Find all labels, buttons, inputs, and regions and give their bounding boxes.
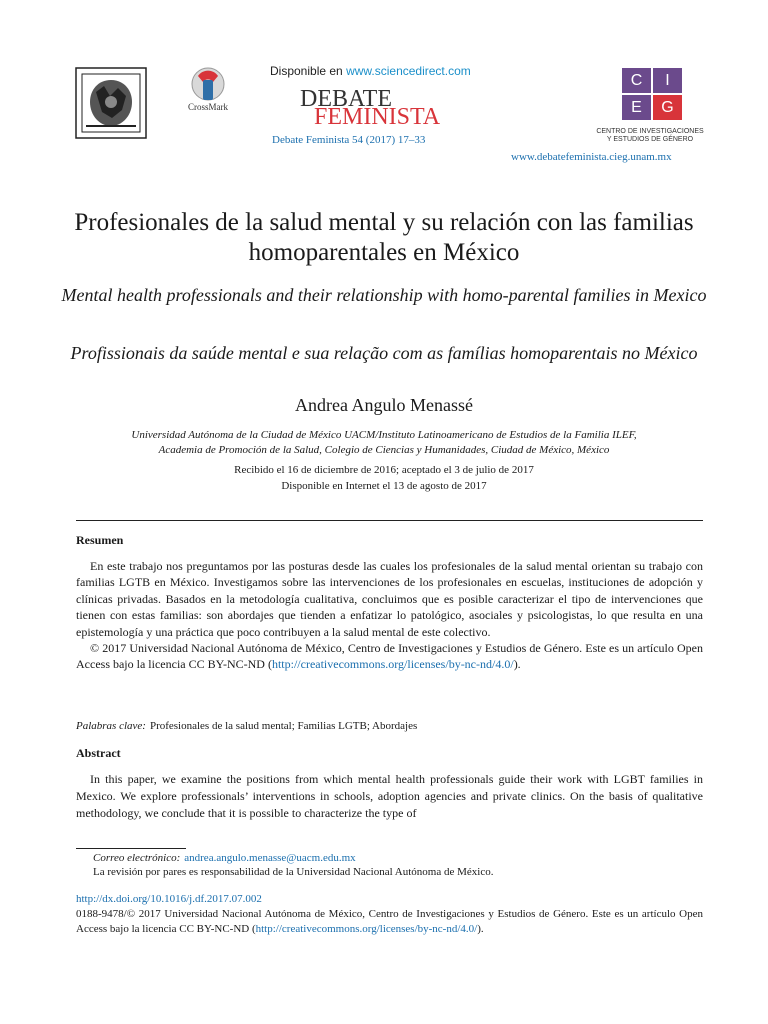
article-title-english: Mental health professionals and their relationship with homo-parental families in Mexico [61, 285, 707, 305]
cieg-logo [622, 68, 682, 120]
email-link[interactable]: andrea.angulo.menasse@uacm.edu.mx [184, 852, 356, 864]
debate-feminista-logo [300, 84, 450, 130]
article-dates [60, 462, 708, 494]
issn-license-link[interactable]: http://creativecommons.org/licenses/by-nc-nd/4.0/ [255, 923, 478, 935]
section-divider [76, 520, 703, 521]
keywords-value: Profesionales de la salud mental; Familias LGTB; Abordajes [149, 720, 418, 732]
journal-citation[interactable]: Debate Feminista 54 (2017) 17–33 [272, 134, 426, 146]
footnote-divider [76, 848, 186, 849]
abstract-body [76, 771, 703, 821]
issn-text: 0188-9478/© 2017 Universidad Nacional Autónoma de México, Centro de Investigaciones y Estudios de Género. Este es un artículo Open Access bajo la licencia CC BY-NC-ND ( [76, 908, 703, 935]
resumen-text: En este trabajo nos preguntamos por las posturas desde las cuales los profesionales de la salud mental orientan su trabajo con familias LGTB en México. Investigamos sobre las intervenciones de los profesionales en escuelas, instituciones de adopción y clínicas privadas. Basados en la metodología cualitativa, concluimos que es posible caracterizar el tipo de intervenciones que tienen con estas familias: son abordajes que tienden a enfatizar lo patológico, asociales y psicologistas, lo que resulta en una epistemología y una práctica que poco contribuyen a la salud mental de este colectivo. [76, 559, 703, 639]
journal-logo-line2: FEMINISTA [314, 104, 441, 130]
license-link[interactable]: http://creativecommons.org/licenses/by-nc-nd/4.0/ [271, 657, 514, 672]
sciencedirect-link[interactable]: www.sciencedirect.com [346, 64, 471, 78]
affiliation-line-2: Academia de Promoción de la Salud, Colegio de Ciencias y Humanidades, Ciudad de México, México [158, 444, 610, 456]
unam-seal-logo [74, 66, 148, 140]
copyright-text: © 2017 Universidad Nacional Autónoma de México, Centro de Investigaciones y Estudios de Género. Este es un artículo Open Access bajo la licencia CC BY-NC-ND ( [76, 641, 703, 672]
availability-prefix: Disponible en [270, 64, 347, 78]
issn-end: ). [477, 923, 484, 935]
copyright-end: ). [513, 657, 521, 672]
cieg-caption-line2: Y ESTUDIOS DE GÉNERO [606, 136, 694, 143]
article-title-spanish: Profesionales de la salud mental y su relación con las familias homoparentales en México [74, 209, 694, 266]
keywords-label: Palabras clave: [76, 720, 146, 732]
abstract-heading: Abstract [76, 746, 121, 760]
cieg-caption [596, 128, 704, 144]
journal-website-link[interactable]: www.debatefeminista.cieg.unam.mx [511, 151, 672, 163]
resumen-body [76, 558, 703, 673]
cieg-letter-i: I [653, 68, 682, 93]
online-date: Disponible en Internet el 13 de agosto de 2017 [281, 480, 487, 492]
journal-logo-line1: DEBATE [300, 86, 392, 112]
doi-link[interactable]: http://dx.doi.org/10.1016/j.df.2017.07.002 [76, 893, 262, 905]
resumen-heading: Resumen [76, 533, 124, 547]
cieg-letter-g: G [653, 95, 682, 120]
keywords-line [76, 720, 703, 732]
issn-copyright [76, 907, 703, 937]
cieg-caption-line1: CENTRO DE INVESTIGACIONES [596, 128, 704, 135]
affiliation-line-1: Universidad Autónoma de la Ciudad de México UACM/Instituto Latinoamericano de Estudios de la Familia ILEF, [131, 429, 637, 441]
cieg-letter-c: C [622, 68, 651, 93]
availability-line [270, 64, 471, 78]
peer-review-note: La revisión por pares es responsabilidad de la Universidad Nacional Autónoma de México. [93, 866, 494, 878]
received-date: Recibido el 16 de diciembre de 2016; aceptado el 3 de julio de 2017 [234, 464, 534, 476]
crossmark-label: CrossMark [188, 102, 228, 112]
author-affiliation [60, 428, 708, 458]
email-label: Correo electrónico: [93, 852, 181, 864]
resumen-copyright [76, 640, 703, 673]
cieg-letter-e: E [622, 95, 651, 120]
email-footnote [93, 852, 356, 864]
article-title-portuguese: Profissionais da saúde mental e sua relação com as famílias homoparentais no México [70, 343, 698, 363]
abstract-text: In this paper, we examine the positions from which mental health professionals guide their work with LGBT families in Mexico. We explore professionals’ interventions in schools, adoption agencies and private clinics. On the basis of qualitative methodology, we conclude that it is possible to characterize the type of [76, 772, 703, 820]
author-name: Andrea Angulo Menassé [295, 395, 473, 415]
